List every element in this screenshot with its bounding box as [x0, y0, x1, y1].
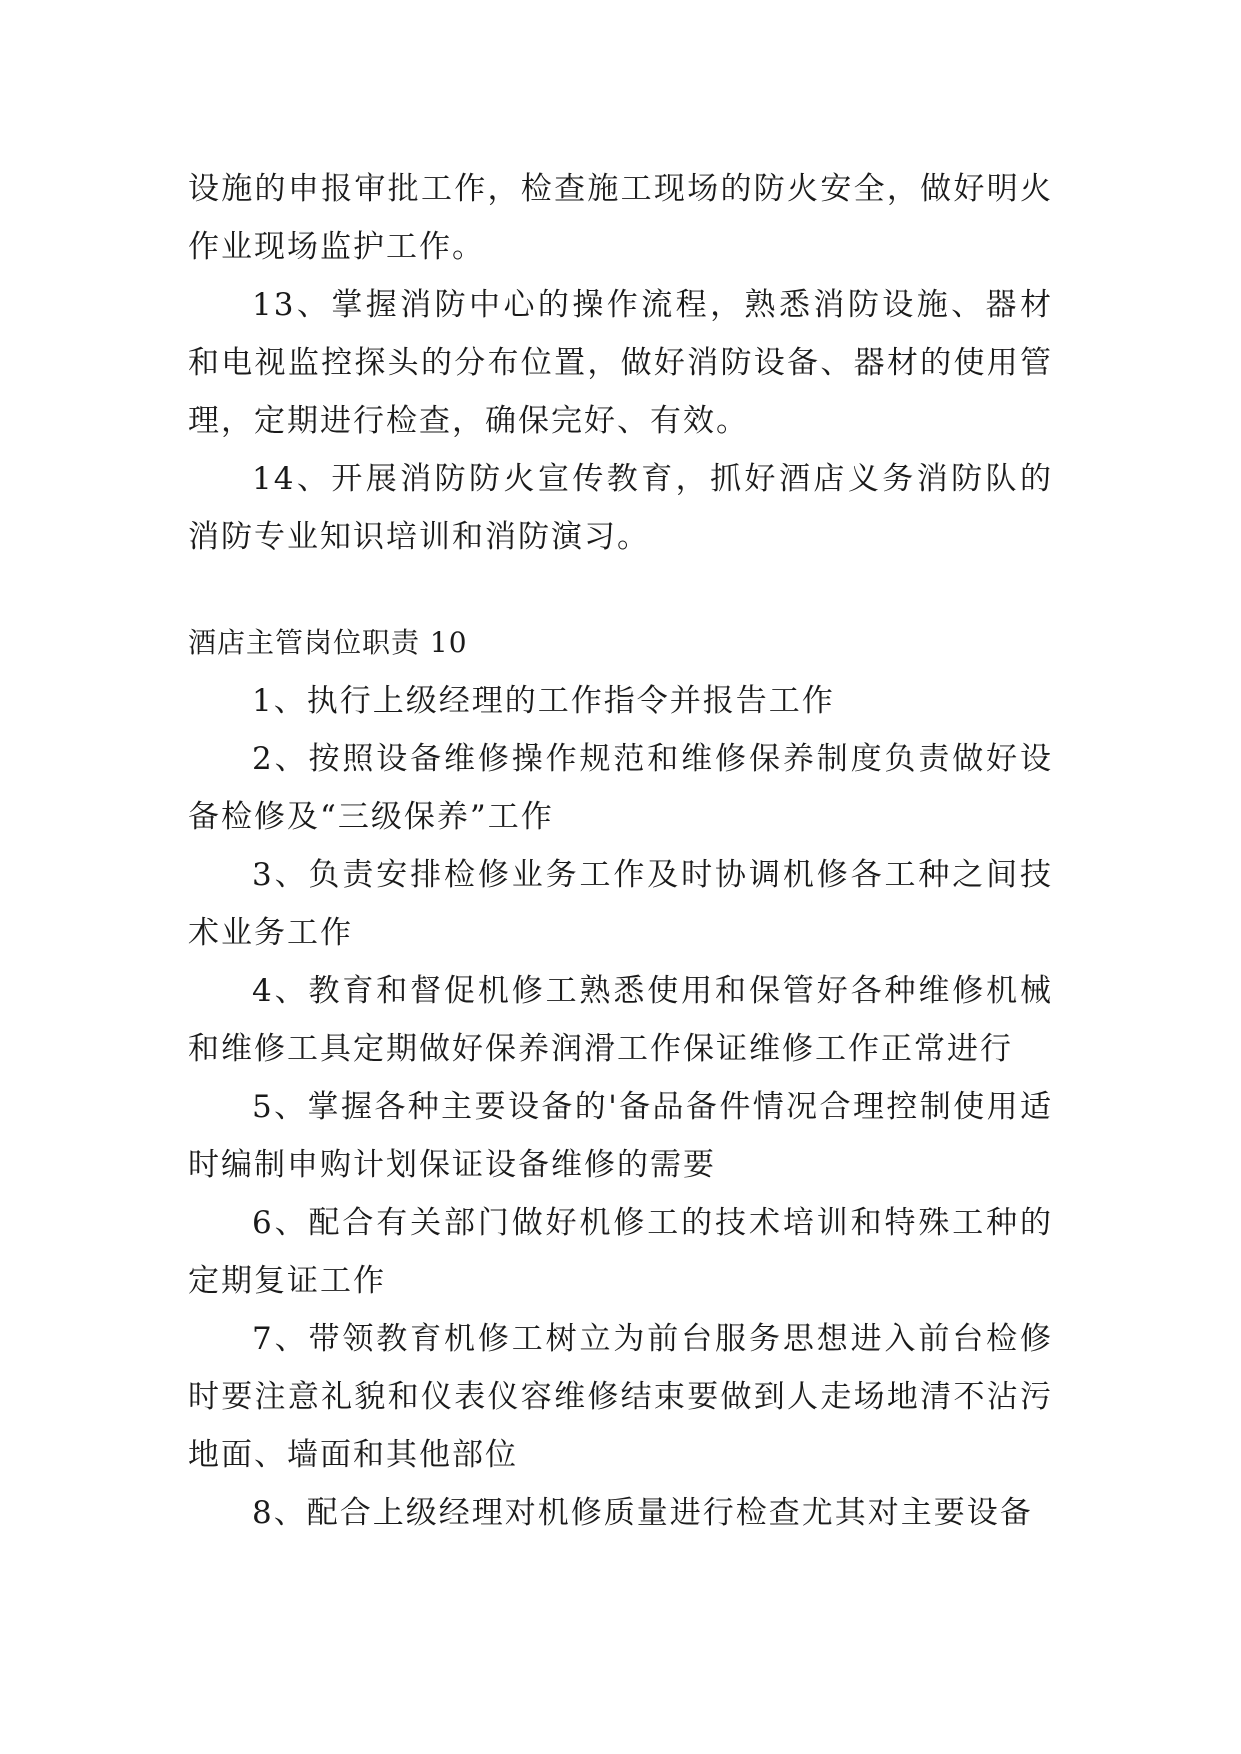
duty-item-13: 13、掌握消防中心的操作流程，熟悉消防设施、器材和电视监控探头的分布位置，做好消防设备、器材的使用管理，定期进行检查，确保完好、有效。: [188, 287, 1053, 439]
duty-item-14: 14、开展消防防火宣传教育，抓好酒店义务消防队的消防专业知识培训和消防演习。: [188, 461, 1053, 555]
duty-item-2: 2、按照设备维修操作规范和维修保养制度负责做好设备检修及“三级保养”工作: [188, 741, 1053, 835]
document-body: [188, 160, 1053, 1542]
duty-item-6: 6、配合有关部门做好机修工的技术培训和特殊工种的定期复证工作: [188, 1205, 1053, 1299]
duty-item-5: 5、掌握各种主要设备的'备品备件情况合理控制使用适时编制申购计划保证设备维修的需要: [188, 1089, 1053, 1183]
duty-item-7: 7、带领教育机修工树立为前台服务思想进入前台检修时要注意礼貌和仪表仪容维修结束要做到人走场地清不沾污地面、墙面和其他部位: [188, 1321, 1053, 1473]
continued-paragraph: 设施的申报审批工作，检查施工现场的防火安全，做好明火作业现场监护工作。: [188, 171, 1053, 265]
duty-item-8: 8、配合上级经理对机修质量进行检查尤其对主要设备: [252, 1495, 1033, 1531]
section-title: 酒店主管岗位职责 10: [188, 626, 468, 659]
duty-item-1: 1、执行上级经理的工作指令并报告工作: [252, 683, 835, 719]
duty-item-3: 3、负责安排检修业务工作及时协调机修各工种之间技术业务工作: [188, 857, 1053, 951]
duty-item-4: 4、教育和督促机修工熟悉使用和保管好各种维修机械和维修工具定期做好保养润滑工作保证维修工作正常进行: [188, 973, 1053, 1067]
